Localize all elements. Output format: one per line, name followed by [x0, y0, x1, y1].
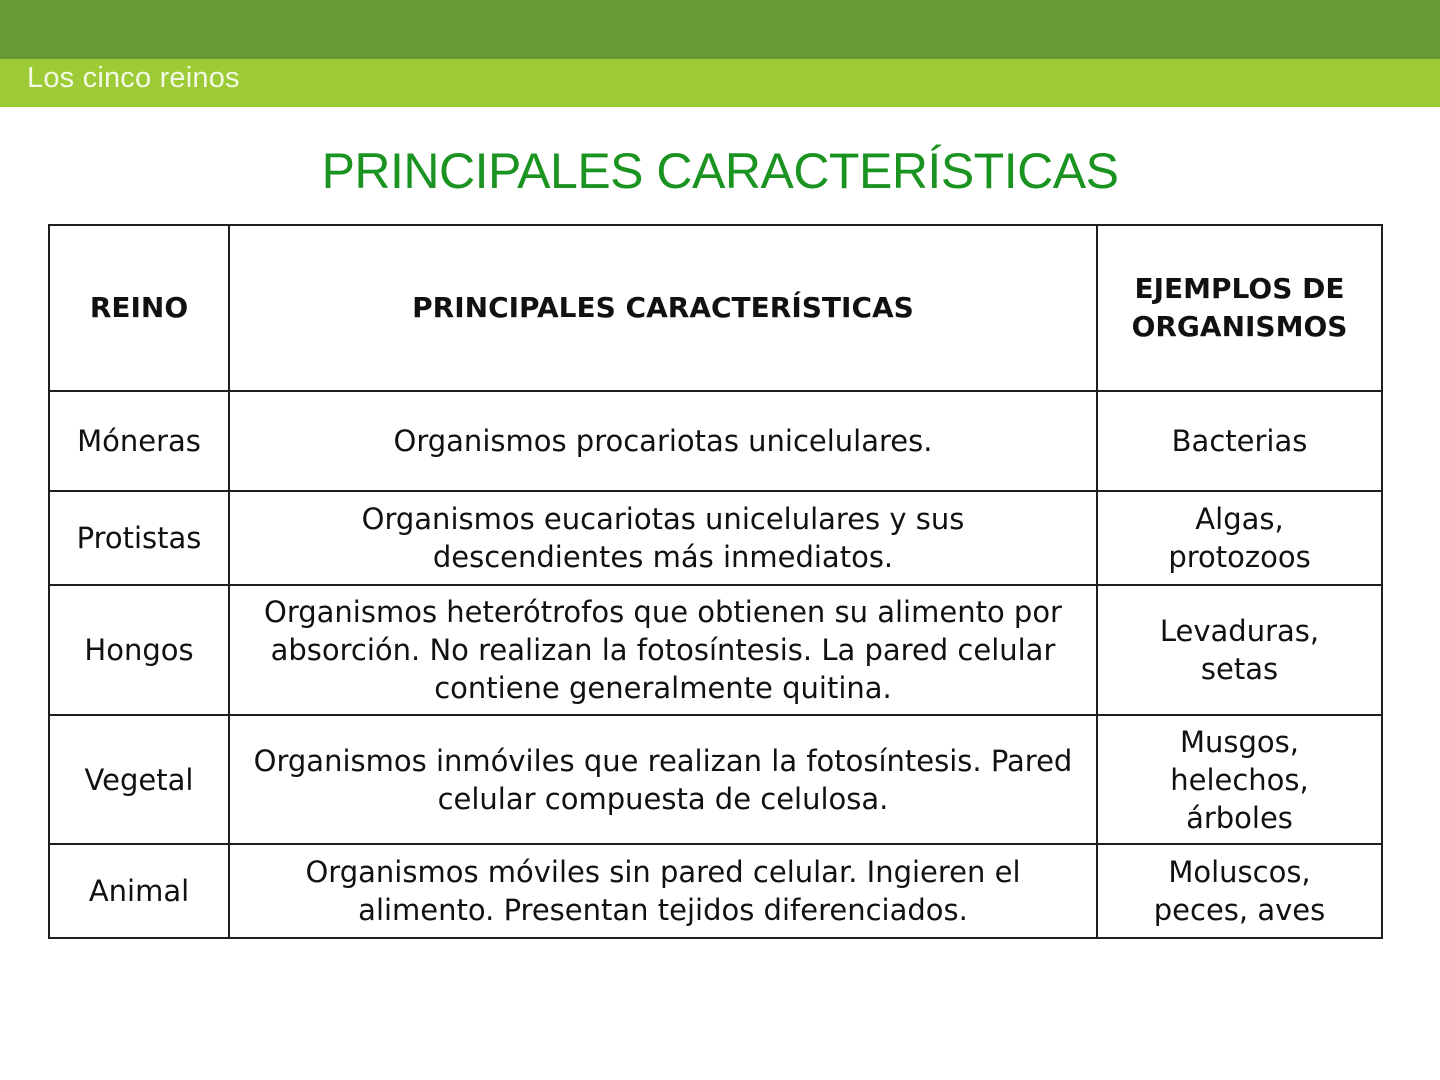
column-header-reino: REINO	[49, 225, 229, 391]
cell-reino: Móneras	[49, 391, 229, 491]
column-header-caracteristicas: PRINCIPALES CARACTERÍSTICAS	[229, 225, 1097, 391]
header-band	[0, 0, 1440, 59]
cell-ejemplos: Algas, protozoos	[1097, 491, 1382, 585]
cell-caracteristicas: Organismos móviles sin pared celular. Ingieren el alimento. Presentan tejidos diferenciados.	[229, 844, 1097, 938]
cell-reino: Protistas	[49, 491, 229, 585]
slide-title: PRINCIPALES CARACTERÍSTICAS	[321, 143, 1119, 199]
cell-ejemplos: Levaduras, setas	[1097, 585, 1382, 715]
cell-caracteristicas: Organismos procariotas unicelulares.	[229, 391, 1097, 491]
cell-ejemplos: Musgos, helechos, árboles	[1097, 715, 1382, 844]
table-row	[49, 491, 1382, 585]
table-row	[49, 585, 1382, 715]
cell-caracteristicas: Organismos inmóviles que realizan la fotosíntesis. Pared celular compuesta de celulosa.	[229, 715, 1097, 844]
table-row	[49, 715, 1382, 844]
table-header-row	[49, 225, 1382, 391]
table-row	[49, 391, 1382, 491]
ejemplos-header-text: EJEMPLOS DE ORGANISMOS	[1131, 272, 1348, 343]
section-label: Los cinco reinos	[27, 62, 240, 94]
column-header-ejemplos	[1097, 225, 1382, 391]
table-row	[49, 844, 1382, 938]
kingdoms-table	[48, 224, 1383, 939]
cell-reino: Hongos	[49, 585, 229, 715]
cell-ejemplos: Bacterias	[1097, 391, 1382, 491]
cell-caracteristicas: Organismos heterótrofos que obtienen su alimento por absorción. No realizan la fotosíntesis. La pared celular contiene generalmente quitina.	[229, 585, 1097, 715]
cell-reino: Vegetal	[49, 715, 229, 844]
cell-caracteristicas: Organismos eucariotas unicelulares y sus descendientes más inmediatos.	[229, 491, 1097, 585]
cell-ejemplos: Moluscos, peces, aves	[1097, 844, 1382, 938]
cell-reino: Animal	[49, 844, 229, 938]
